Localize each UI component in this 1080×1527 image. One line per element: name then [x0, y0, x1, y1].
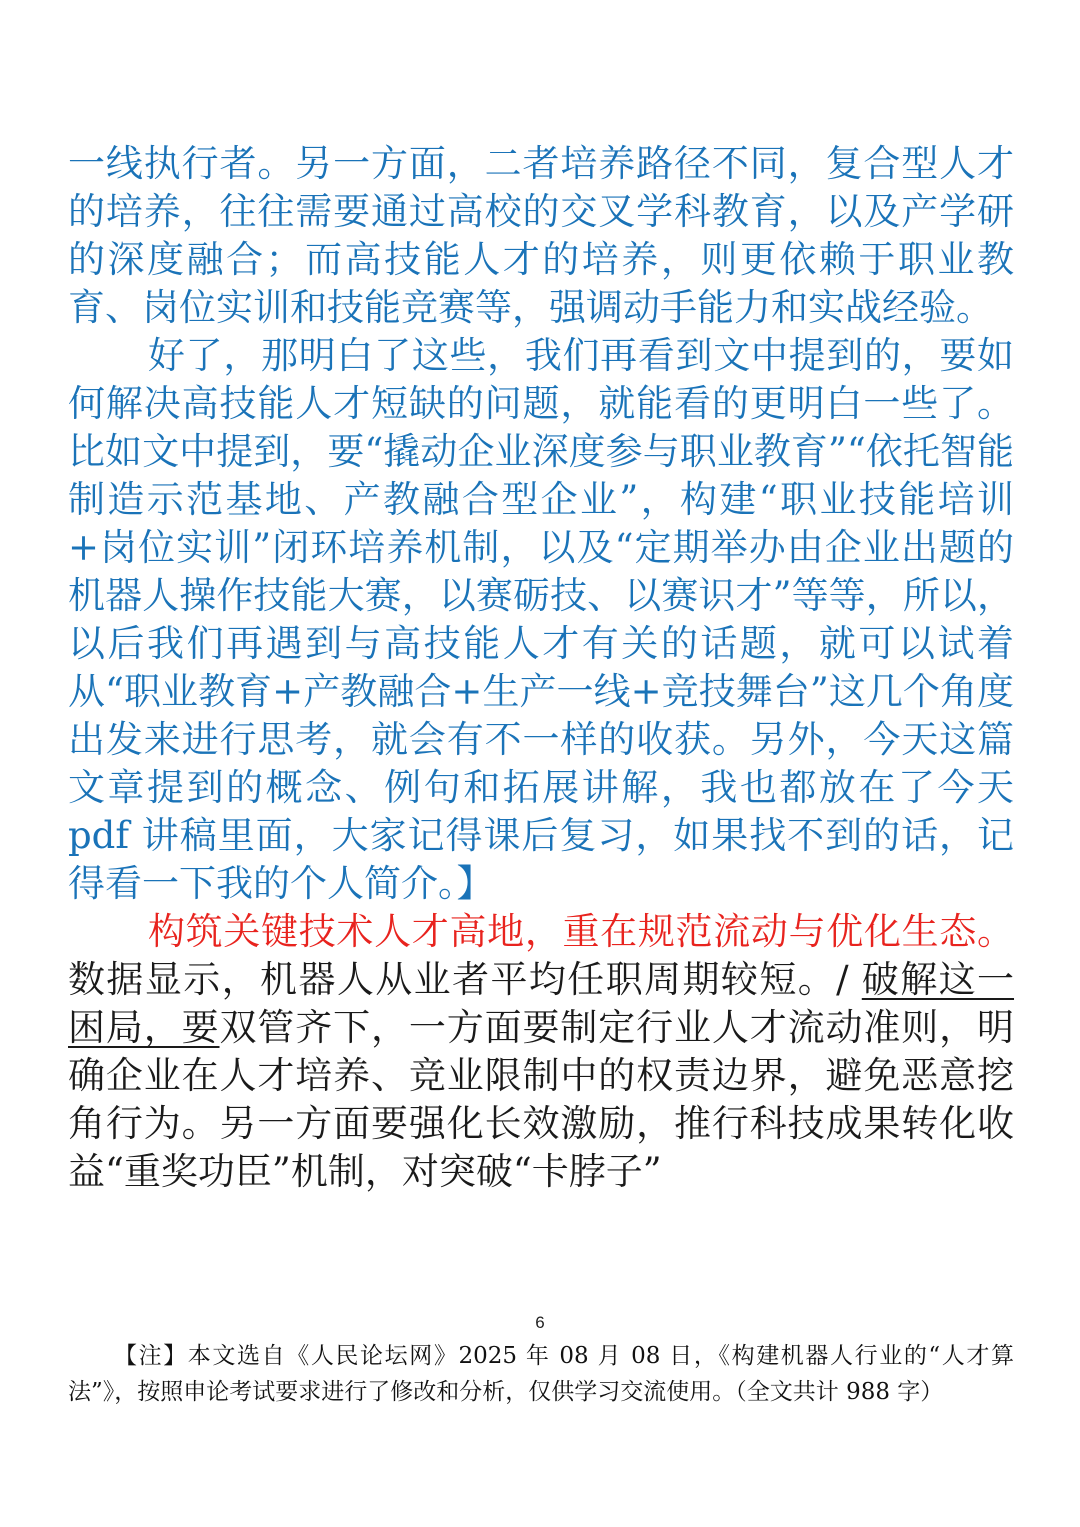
commentary-paragraph-1: 一线执行者。另一方面，二者培养路径不同，复合型人才的培养，往往需要通过高校的交叉学科教育，以及产学研的深度融合；而高技能人才的培养，则更依赖于职业教育、岗位实训和技能竞赛等，强调动手能力和实战经验。 — [68, 142, 1014, 329]
section-heading: 构筑关键技术人才高地，重在规范流动与优化生态。 — [148, 910, 1014, 953]
footnote: 【注】本文选自《人民论坛网》2025 年 08 月 08 日，《构建机器人行业的“人才算法”》，按照申论考试要求进行了修改和分析，仅供学习交流使用。（全文共计 988 字） — [68, 1343, 1014, 1405]
article-text-b: 双管齐下，一方面要制定行业人才流动准则，明确企业在人才培养、竞业限制中的权责边界，避免恶意挖角行为。另一方面要强化长效激励，推行科技成果转化收益“重奖功臣”机制，对突破“卡脖子” — [68, 1006, 1014, 1193]
underlined-phrase: 破解这一困局，要 — [68, 958, 1015, 1049]
commentary-paragraph-2: 好了，那明白了这些，我们再看到文中提到的，要如何解决高技能人才短缺的问题，就能看的更明白一些了。比如文中提到，要“撬动企业深度参与职业教育”“依托智能制造示范基地、产教融合型企业”，构建“职业技能培训+岗位实训”闭环培养机制，以及“定期举办由企业出题的机器人操作技能大赛，以赛砺技、以赛识才”等等，所以，以后我们再遇到与高技能人才有关的话题，就可以试着从“职业教育+产教融合+生产一线+竞技舞台”这几个角度出发来进行思考，就会有不一样的收获。另外，今天这篇文章提到的概念、例句和拓展讲解，我也都放在了今天 pdf 讲稿里面，大家记得课后复习，如果找不到的话，记得看一下我的个人简介。】 — [68, 334, 1014, 905]
document-body — [68, 140, 1014, 1196]
article-text-a: 数据显示，机器人从业者平均任职周期较短。/ — [68, 958, 862, 1001]
page-number: 6 — [535, 1313, 545, 1332]
article-paragraph — [68, 908, 1014, 1196]
